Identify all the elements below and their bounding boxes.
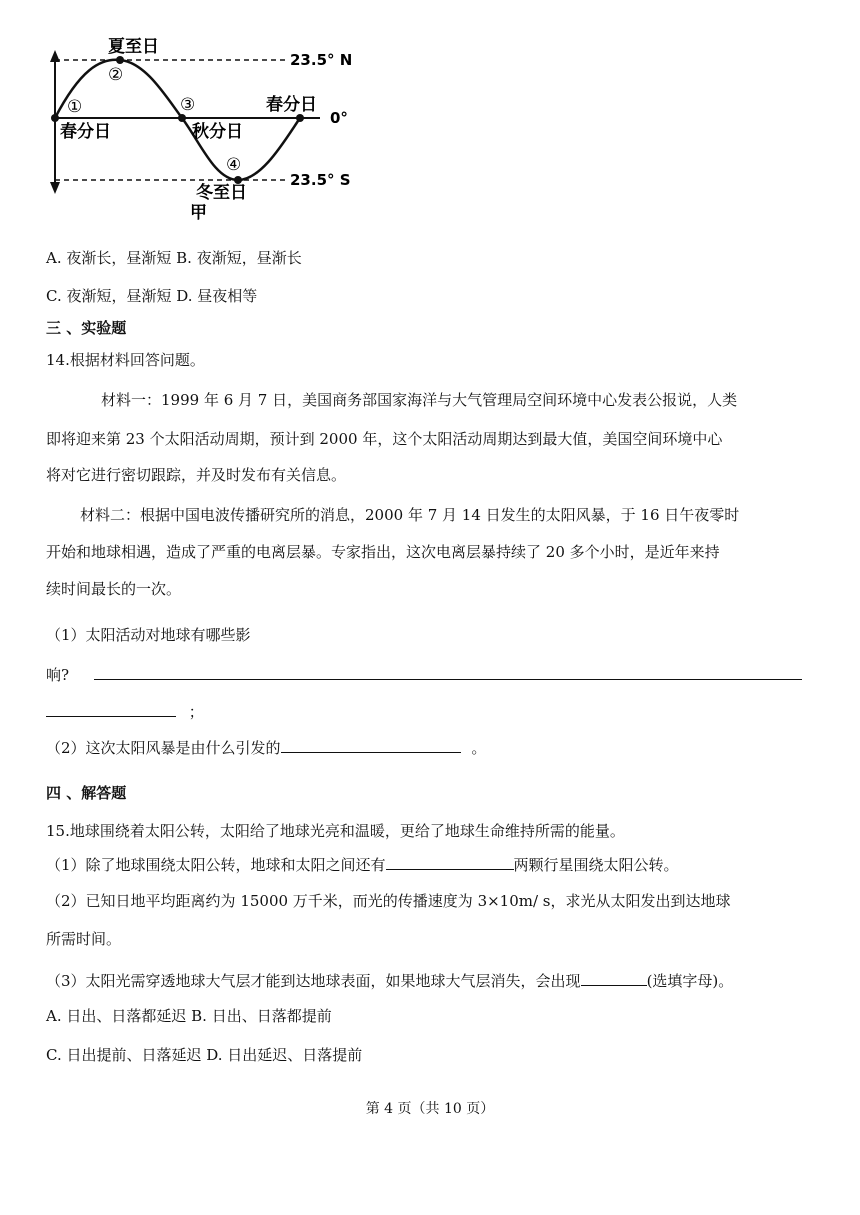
q14-material1-line3: 将对它进行密切跟踪，并及时发布有关信息。 bbox=[46, 466, 347, 484]
q14-sub2-end: 。 bbox=[471, 739, 487, 757]
q14-sub1-blank-2[interactable] bbox=[46, 700, 176, 717]
q15-sub3-text-b: (选填字母)。 bbox=[646, 972, 734, 990]
page-footer: 第 4 页（共 10 页） bbox=[365, 1101, 495, 1117]
q14-material1-line2: 即将迎来第 23 个太阳活动周期，预计到 2000 年，这个太阳活动周期达到最大值，美国空间环境中心 bbox=[46, 430, 723, 448]
label-23s: 23.5° S bbox=[290, 171, 351, 189]
q14-sub1-text: （1）太阳活动对地球有哪些影 bbox=[46, 626, 251, 644]
q15-options-cd: C. 日出提前、日落延迟 D. 日出延迟、日落提前 bbox=[46, 1046, 363, 1064]
q15-sub3-line bbox=[46, 969, 816, 992]
q15-sub1-line bbox=[46, 853, 816, 876]
q14-stem: 14.根据材料回答问题。 bbox=[46, 351, 205, 369]
label-autumn: 秋分日 bbox=[192, 122, 243, 142]
q14-material2-line2: 开始和地球相遇，造成了严重的电离层暴。专家指出，这次电离层暴持续了 20 多个小时，是近年来持 bbox=[46, 543, 720, 561]
label-summer: 夏至日 bbox=[108, 37, 159, 57]
q14-sub2-blank[interactable] bbox=[281, 736, 461, 753]
q13-options-cd: C. 夜渐短，昼渐短 D. 昼夜相等 bbox=[46, 287, 258, 305]
q14-sub1-line bbox=[46, 663, 816, 686]
q13-options-ab: A. 夜渐长，昼渐短 B. 夜渐短，昼渐长 bbox=[46, 249, 302, 267]
q15-sub3-text-a: （3）太阳光需穿透地球大气层才能到达地球表面，如果地球大气层消失，会出现 bbox=[46, 972, 581, 990]
q14-material2-line3: 续时间最长的一次。 bbox=[46, 580, 182, 598]
label-num2: ② bbox=[108, 65, 124, 85]
label-23n: 23.5° N bbox=[290, 51, 353, 69]
q14-sub2-text: （2）这次太阳风暴是由什么引发的 bbox=[46, 739, 281, 757]
label-spring-2: 春分日 bbox=[266, 95, 317, 115]
q15-sub3-blank[interactable] bbox=[581, 969, 647, 986]
q15-stem: 15.地球围绕着太阳公转，太阳给了地球光亮和温暖，更给了地球生命维持所需的能量。 bbox=[46, 822, 625, 840]
section-4-title: 四 、解答题 bbox=[46, 784, 127, 802]
q14-sub1-prefix: 响? bbox=[46, 666, 70, 684]
label-num4: ④ bbox=[226, 155, 242, 175]
solar-declination-diagram bbox=[0, 0, 400, 230]
q14-material2-line1: 材料二：根据中国电波传播研究所的消息，2000 年 7 月 14 日发生的太阳风暴，于 16 日午夜零时 bbox=[80, 506, 740, 524]
label-jia: 甲 bbox=[190, 203, 207, 223]
q15-sub2-line1: （2）已知日地平均距离约为 15000 万千米，而光的传播速度为 3×10m/ s，求光从太阳发出到达地球 bbox=[46, 892, 731, 910]
q15-options-ab: A. 日出、日落都延迟 B. 日出、日落都提前 bbox=[46, 1007, 332, 1025]
q14-material1-line1: 材料一：1999 年 6 月 7 日，美国商务部国家海洋与大气管理局空间环境中心发表公报说，人类 bbox=[101, 391, 738, 409]
label-num1: ① bbox=[67, 97, 83, 117]
q14-sub1-end: ； bbox=[188, 703, 204, 721]
label-zero: 0° bbox=[330, 109, 348, 127]
q15-sub1-text-a: （1）除了地球围绕太阳公转，地球和太阳之间还有 bbox=[46, 856, 386, 874]
section-3-title: 三 、实验题 bbox=[46, 319, 127, 337]
q15-sub1-blank[interactable] bbox=[386, 853, 514, 870]
q15-sub2-line2: 所需时间。 bbox=[46, 930, 122, 948]
q14-sub1-blank-1[interactable] bbox=[94, 663, 802, 680]
q15-sub1-text-b: 两颗行星围绕太阳公转。 bbox=[513, 856, 679, 874]
label-num3: ③ bbox=[180, 95, 196, 115]
label-winter: 冬至日 bbox=[196, 183, 247, 203]
q14-sub2-line bbox=[46, 736, 816, 759]
label-spring-1: 春分日 bbox=[60, 122, 111, 142]
